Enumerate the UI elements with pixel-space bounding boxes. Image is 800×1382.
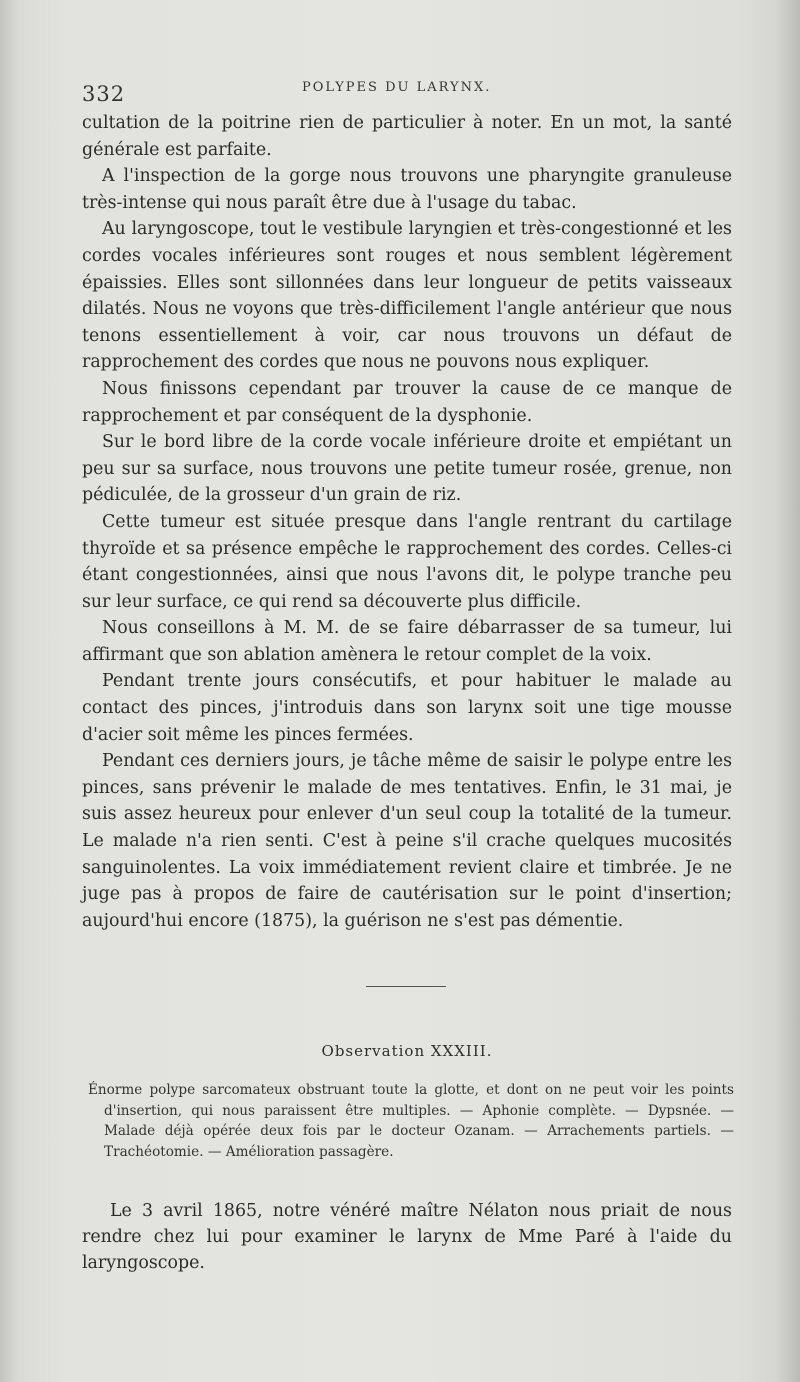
summary-text: Énorme polype sarcomateux obstruant toute la glotte, et dont on ne peut voir les points d'insertion, qui nous paraissent être multiples. — Aphonie complète. — Dypsnée. — Malade déjà opérée deux fois par le docteur Ozanam. — Arrachements partiels. — Trachéotomie. — Amélioration passagère. — [88, 1082, 734, 1160]
paragraph: Pendant trente jours consécutifs, et pour habituer le malade au contact des pinces, j'introduis dans son larynx soit une tige mousse d'acier soit même les pinces fermées. — [82, 671, 732, 745]
paragraph: Nous conseillons à M. M. de se faire débarrasser de sa tumeur, lui affirmant que son ablation amènera le retour complet de la voix. — [82, 618, 732, 665]
paragraph: Au laryngoscope, tout le vestibule laryngien et très-congestionné et les cordes vocales inférieures sont rouges et nous semblent légèrement épaissies. Elles sont sillonnées dans leur longueur de petits vaisseaux dilatés. Nous ne voyons que très-difficilement l'angle antérieur que nous tenons essentiellement à voir, car nous trouvons un défaut de rapprochement des cordes que nous ne pouvons nous expliquer. — [82, 219, 732, 373]
page-number: 332 — [82, 82, 126, 106]
page-edge-shadow — [776, 0, 800, 1382]
observation-title: Observation XXXIII. — [321, 1042, 493, 1060]
paragraph: cultation de la poitrine rien de particulier à noter. En un mot, la santé générale est parfaite. — [82, 113, 732, 160]
page-gutter-shadow — [0, 0, 18, 1382]
observation-text — [82, 1198, 732, 1276]
page-header — [82, 74, 722, 108]
paragraph: Nous finissons cependant par trouver la cause de ce manque de rapprochement et par conséquent de la dysphonie. — [82, 378, 732, 426]
observation-summary — [88, 1080, 734, 1162]
paragraph: Le 3 avril 1865, notre vénéré maître Nélaton nous priait de nous rendre chez lui pour examiner le larynx de Mme Paré à l'aide du laryngoscope. — [82, 1201, 732, 1273]
section-divider — [366, 986, 446, 987]
main-text — [82, 110, 732, 934]
paragraph: Pendant ces derniers jours, je tâche même de saisir le polype entre les pinces, sans prévenir le malade de mes tentatives. Enfin, le 31 mai, je suis assez heureux pour enlever d'un seul coup la totalité de la tumeur. Le malade n'a rien senti. C'est à peine s'il crache quelques mucosités sanguinolentes. La voix immédiatement revient claire et timbrée. Je ne juge pas à propos de faire de cautérisation sur le point d'insertion; aujourd'hui encore (1875), la guérison ne s'est pas démentie. — [82, 751, 732, 931]
paragraph: Sur le bord libre de la corde vocale inférieure droite et empiétant un peu sur sa surface, nous trouvons une petite tumeur rosée, grenue, non pédiculée, de la grosseur d'un grain de riz. — [82, 432, 732, 506]
running-title: POLYPES DU LARYNX. — [302, 80, 492, 95]
paragraph: Cette tumeur est située presque dans l'angle rentrant du cartilage thyroïde et sa présence empêche le rapprochement des cordes. Celles-ci étant congestionnées, ainsi que nous l'avons dit, le polype tranche peu sur leur surface, ce qui rend sa découverte plus difficile. — [82, 511, 732, 612]
paragraph: A l'inspection de la gorge nous trouvons une pharyngite granuleuse très-intense qui nous paraît être due à l'usage du tabac. — [82, 166, 732, 213]
